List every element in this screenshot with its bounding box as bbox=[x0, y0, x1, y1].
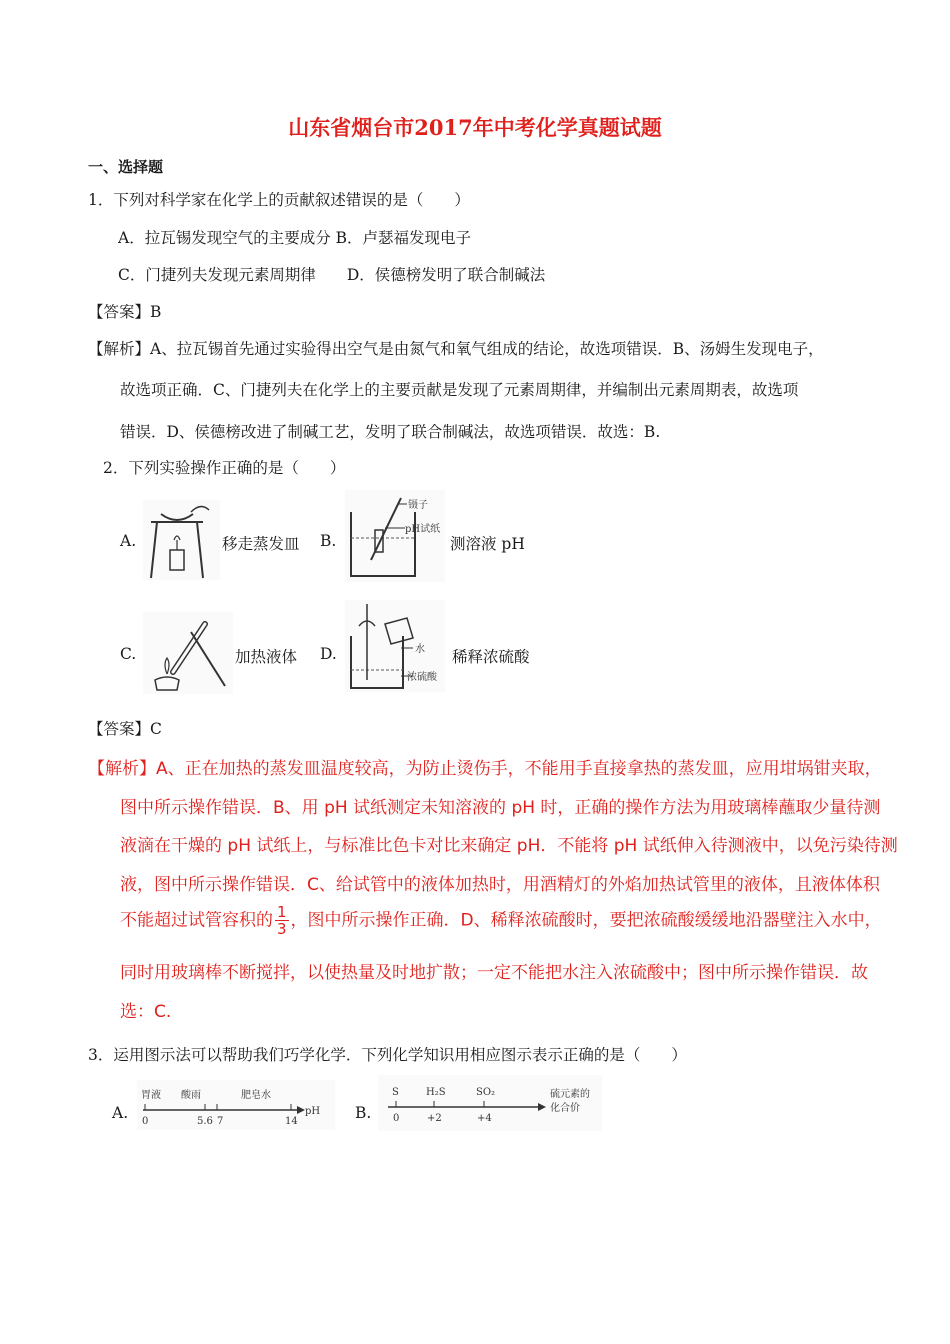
q2-option-a-text: 移走蒸发皿 bbox=[222, 535, 300, 553]
svg-text:0: 0 bbox=[393, 1113, 400, 1124]
sulfur-valence-diagram bbox=[378, 1075, 602, 1131]
svg-text:SO₂: SO₂ bbox=[476, 1087, 496, 1098]
q1-options-cd: C．门捷列夫发现元素周期律 D．侯德榜发明了联合制碱法 bbox=[118, 266, 546, 284]
svg-text:酸雨: 酸雨 bbox=[181, 1090, 201, 1101]
q2-option-a-letter: A. bbox=[120, 532, 137, 550]
svg-text:硫元素的: 硫元素的 bbox=[550, 1089, 590, 1100]
svg-text:5.6: 5.6 bbox=[197, 1116, 213, 1127]
page-title: 山东省烟台市2017年中考化学真题试题 bbox=[288, 115, 662, 140]
q1-answer: 【答案】B bbox=[88, 303, 162, 321]
q2-analysis-line: 【解析】A、正在加热的蒸发皿温度较高，为防止烫伤手，不能用手直接拿热的蒸发皿，应用坩埚钳夹取， bbox=[88, 759, 882, 779]
q3-stem: 3．运用图示法可以帮助我们巧学化学．下列化学知识用相应图示表示正确的是（ ） bbox=[88, 1046, 687, 1064]
ph-test-image bbox=[345, 490, 445, 582]
q1-options-ab: A．拉瓦锡发现空气的主要成分 B．卢瑟福发现电子 bbox=[118, 229, 472, 247]
svg-text:+4: +4 bbox=[477, 1113, 492, 1124]
dilute-acid-image bbox=[345, 600, 445, 692]
ph-test-image-label: pH试纸 bbox=[405, 524, 441, 535]
q2-analysis-line: 液，图中所示操作错误．C、给试管中的液体加热时，用酒精灯的外焰加热试管里的液体，且液体体积 bbox=[120, 875, 880, 895]
q2-option-d-letter: D. bbox=[320, 645, 337, 663]
q3-option-a-letter: A. bbox=[112, 1104, 129, 1122]
svg-text:H₂S: H₂S bbox=[426, 1087, 446, 1098]
q1-analysis-line: 【解析】A、拉瓦锡首先通过实验得出空气是由氮气和氧气组成的结论，故选项错误．B、汤姆生发现电子， bbox=[88, 340, 824, 358]
q2-analysis-line: 选：C. bbox=[120, 1002, 172, 1022]
svg-text:S: S bbox=[392, 1087, 399, 1098]
fraction-one-third: $\frac{1}{3}$ bbox=[277, 903, 287, 938]
q2-option-c-letter: C. bbox=[120, 645, 137, 663]
svg-text:7: 7 bbox=[217, 1116, 224, 1127]
q3-option-b-letter: B. bbox=[355, 1104, 372, 1122]
q2-option-b-letter: B. bbox=[320, 532, 337, 550]
q2-option-c-text: 加热液体 bbox=[235, 648, 298, 666]
q2-option-d-text: 稀释浓硫酸 bbox=[452, 648, 530, 666]
ph-test-image-label: 镊子 bbox=[408, 500, 428, 511]
q1-analysis-line: 故选项正确．C、门捷列夫在化学上的主要贡献是发现了元素周期律，并编制出元素周期表，故选项 bbox=[120, 381, 799, 399]
q2-option-b-text: 测溶液 pH bbox=[450, 535, 525, 553]
svg-text:化合价: 化合价 bbox=[550, 1103, 580, 1114]
q2-answer: 【答案】C bbox=[88, 720, 162, 738]
q2-stem: 2．下列实验操作正确的是（ ） bbox=[103, 459, 346, 477]
section-heading: 一、选择题 bbox=[88, 158, 164, 176]
q2-analysis-line: 液滴在干燥的 pH 试纸上，与标准比色卡对比来确定 pH．不能将 pH 试纸伸入待测液中，以免污染待测 bbox=[120, 836, 898, 856]
ph-scale-diagram bbox=[137, 1080, 335, 1130]
svg-text:0: 0 bbox=[142, 1116, 149, 1127]
dilute-acid-image-label: 浓硫酸 bbox=[407, 672, 437, 683]
q2-analysis-line-with-fraction: 不能超过试管容积的 $\frac{1}{3}$ ，图中所示操作正确．D、稀释浓硫酸时，要把浓硫酸缓缓地沿器壁注入水中， bbox=[120, 903, 882, 938]
dilute-acid-image-label: 水 bbox=[415, 644, 425, 655]
q1-stem: 1．下列对科学家在化学上的贡献叙述错误的是（ ） bbox=[88, 191, 470, 209]
svg-text:胃液: 胃液 bbox=[141, 1090, 161, 1101]
svg-text:肥皂水: 肥皂水 bbox=[241, 1090, 271, 1101]
q2-analysis-line: 同时用玻璃棒不断搅拌，以使热量及时地扩散；一定不能把水注入浓硫酸中；图中所示操作错误．故 bbox=[120, 963, 868, 983]
heating-liquid-image bbox=[143, 612, 233, 694]
q1-analysis-line: 错误．D、侯德榜改进了制碱工艺，发明了联合制碱法，故选项错误．故选：B. bbox=[120, 423, 661, 441]
svg-text:14: 14 bbox=[285, 1116, 298, 1127]
evaporating-dish-image bbox=[143, 500, 220, 580]
svg-text:+2: +2 bbox=[427, 1113, 442, 1124]
q2-analysis-line: 图中所示操作错误．B、用 pH 试纸测定未知溶液的 pH 时，正确的操作方法为用玻璃棒蘸取少量待测 bbox=[120, 798, 881, 818]
svg-text:pH: pH bbox=[305, 1106, 321, 1117]
